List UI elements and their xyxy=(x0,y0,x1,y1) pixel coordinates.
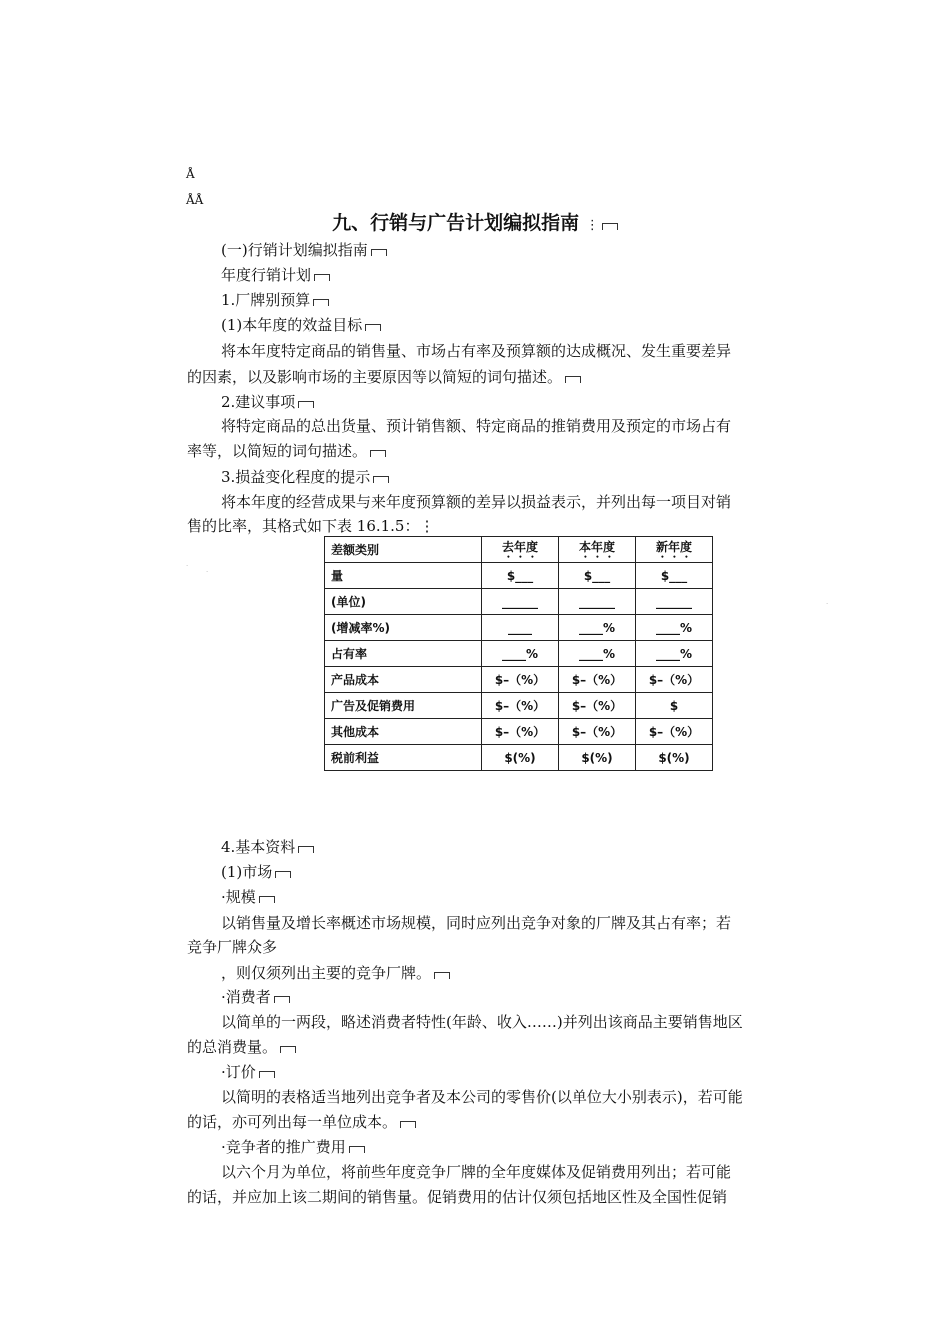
table-cell: ____% xyxy=(636,641,713,667)
return-mark-icon xyxy=(298,846,314,853)
heading-marketing-guide: (一)行销计划编拟指南 xyxy=(221,239,387,261)
paragraph-line: 售的比率，其格式如下表 16.1.5：⋮ xyxy=(187,517,435,535)
paragraph-line: 的话，并应加上该二期间的销售量。促销费用的估计仅须包括地区性及全国性促销 xyxy=(187,1188,728,1206)
heading-annual-plan: 年度行销计划 xyxy=(221,264,330,286)
paragraph-line: 的总消费量。 xyxy=(187,1036,296,1058)
table-cell: $–（%） xyxy=(482,719,559,745)
table-cell: 税前利益 xyxy=(325,745,482,771)
table-cell: $(%) xyxy=(559,745,636,771)
page-title-text: 九、行销与广告计划编拟指南 xyxy=(332,212,580,234)
return-mark-icon xyxy=(259,1071,275,1078)
return-mark-icon xyxy=(275,871,291,878)
paragraph-line: 的话，亦可列出每一单位成本。 xyxy=(187,1111,416,1133)
table-cell: ____% xyxy=(559,641,636,667)
table-row xyxy=(325,745,713,771)
return-mark-icon xyxy=(565,376,581,383)
table-cell: ______ xyxy=(482,589,559,615)
table-cell: $___ xyxy=(636,563,713,589)
scan-speck: · xyxy=(206,568,209,576)
title-tail-mark: ⋮ xyxy=(585,218,599,233)
table-cell: ______ xyxy=(636,589,713,615)
heading-suggestions: 2.建议事项 xyxy=(221,391,314,413)
table-row xyxy=(325,641,713,667)
paragraph-line: 将本年度的经营成果与来年度预算额的差异以损益表示，并列出每一项目对销 xyxy=(221,493,732,511)
paragraph-line: 以简单的一两段，略述消费者特性(年龄、收入……)并列出该商品主要销售地区 xyxy=(221,1013,743,1031)
table-cell: $–（%） xyxy=(482,693,559,719)
table-cell: $ xyxy=(636,693,713,719)
table-header-cell: 去年度 xyxy=(482,537,559,563)
table-header-cell: 新年度 xyxy=(636,537,713,563)
table-cell: (单位) xyxy=(325,589,482,615)
heading-brand-budget: 1.厂牌别预算 xyxy=(221,289,329,311)
heading-basic-data: 4.基本资料 xyxy=(221,836,314,858)
table-cell: $–（%） xyxy=(636,667,713,693)
table-cell: $(%) xyxy=(482,745,559,771)
table-header-cell: 差额类别 xyxy=(325,537,482,563)
paragraph-line: 将本年度特定商品的销售量、市场占有率及预算额的达成概况、发生重要差异 xyxy=(221,342,732,360)
table-row xyxy=(325,693,713,719)
scan-speck: · xyxy=(826,600,829,608)
return-mark-icon xyxy=(314,274,330,281)
table-cell: ____ xyxy=(482,615,559,641)
table-cell: (增减率%) xyxy=(325,615,482,641)
paragraph-line: 以六个月为单位，将前些年度竞争厂牌的全年度媒体及促销费用列出；若可能 xyxy=(221,1163,732,1181)
stray-glyph-1: Å xyxy=(186,167,195,181)
table-row xyxy=(325,667,713,693)
stray-glyph-2: ÅÅ xyxy=(186,193,204,207)
page-title xyxy=(0,210,950,239)
paragraph-line: 以简明的表格适当地列出竞争者及本公司的零售价(以单位大小别表示)，若可能 xyxy=(221,1088,743,1106)
table-cell: 占有率 xyxy=(325,641,482,667)
return-mark-icon xyxy=(373,476,389,483)
paragraph-line: 的因素，以及影响市场的主要原因等以简短的词句描述。 xyxy=(187,366,581,388)
heading-market: (1)市场 xyxy=(221,861,291,883)
paragraph-line: 竞争厂牌众多 xyxy=(187,938,278,956)
table-cell: $–（%） xyxy=(636,719,713,745)
table-row xyxy=(325,589,713,615)
table-cell: 其他成本 xyxy=(325,719,482,745)
return-mark-icon xyxy=(349,1146,365,1153)
table-row xyxy=(325,615,713,641)
paragraph-line: 率等，以简短的词句描述。 xyxy=(187,440,386,462)
table-header-cell: 本年度 xyxy=(559,537,636,563)
table-cell: 广告及促销费用 xyxy=(325,693,482,719)
return-mark-icon xyxy=(434,972,450,979)
heading-scale: ·规模 xyxy=(221,886,275,908)
table-cell: 量 xyxy=(325,563,482,589)
return-mark-icon xyxy=(370,450,386,457)
table-cell: $–（%） xyxy=(559,719,636,745)
return-mark-icon xyxy=(259,896,275,903)
paragraph-line: 以销售量及增长率概述市场规模，同时应列出竞争对象的厂牌及其占有率；若 xyxy=(221,914,732,932)
table-cell: ____% xyxy=(636,615,713,641)
heading-pricing: ·订价 xyxy=(221,1061,275,1083)
table-header-row xyxy=(325,537,713,563)
return-mark-icon xyxy=(280,1046,296,1053)
heading-profit-loss: 3.损益变化程度的提示 xyxy=(221,466,389,488)
heading-consumers: ·消费者 xyxy=(221,986,290,1008)
return-mark-icon xyxy=(400,1121,416,1128)
heading-promotion-costs: ·竞争者的推广费用 xyxy=(221,1136,365,1158)
table-row xyxy=(325,563,713,589)
table-cell: 产品成本 xyxy=(325,667,482,693)
table-cell: ____% xyxy=(482,641,559,667)
paragraph-line: ，则仅须列出主要的竞争厂牌。 xyxy=(221,962,450,984)
table-cell: $___ xyxy=(482,563,559,589)
table-cell: $–（%） xyxy=(559,667,636,693)
scan-speck: · xyxy=(186,562,189,570)
table-cell: ______ xyxy=(559,589,636,615)
return-mark-icon xyxy=(298,401,314,408)
return-mark-icon xyxy=(602,223,618,230)
return-mark-icon xyxy=(274,996,290,1003)
heading-benefit-goal: (1)本年度的效益目标 xyxy=(221,314,381,336)
table-row xyxy=(325,719,713,745)
table-cell: $–（%） xyxy=(559,693,636,719)
table-cell: $–（%） xyxy=(482,667,559,693)
paragraph-line: 将特定商品的总出货量、预计销售额、特定商品的推销费用及预定的市场占有 xyxy=(221,417,732,435)
profit-loss-table xyxy=(324,536,713,771)
return-mark-icon xyxy=(371,249,387,256)
table-cell: $(%) xyxy=(636,745,713,771)
table-cell: $___ xyxy=(559,563,636,589)
return-mark-icon xyxy=(313,299,329,306)
table-cell: ____% xyxy=(559,615,636,641)
return-mark-icon xyxy=(365,324,381,331)
